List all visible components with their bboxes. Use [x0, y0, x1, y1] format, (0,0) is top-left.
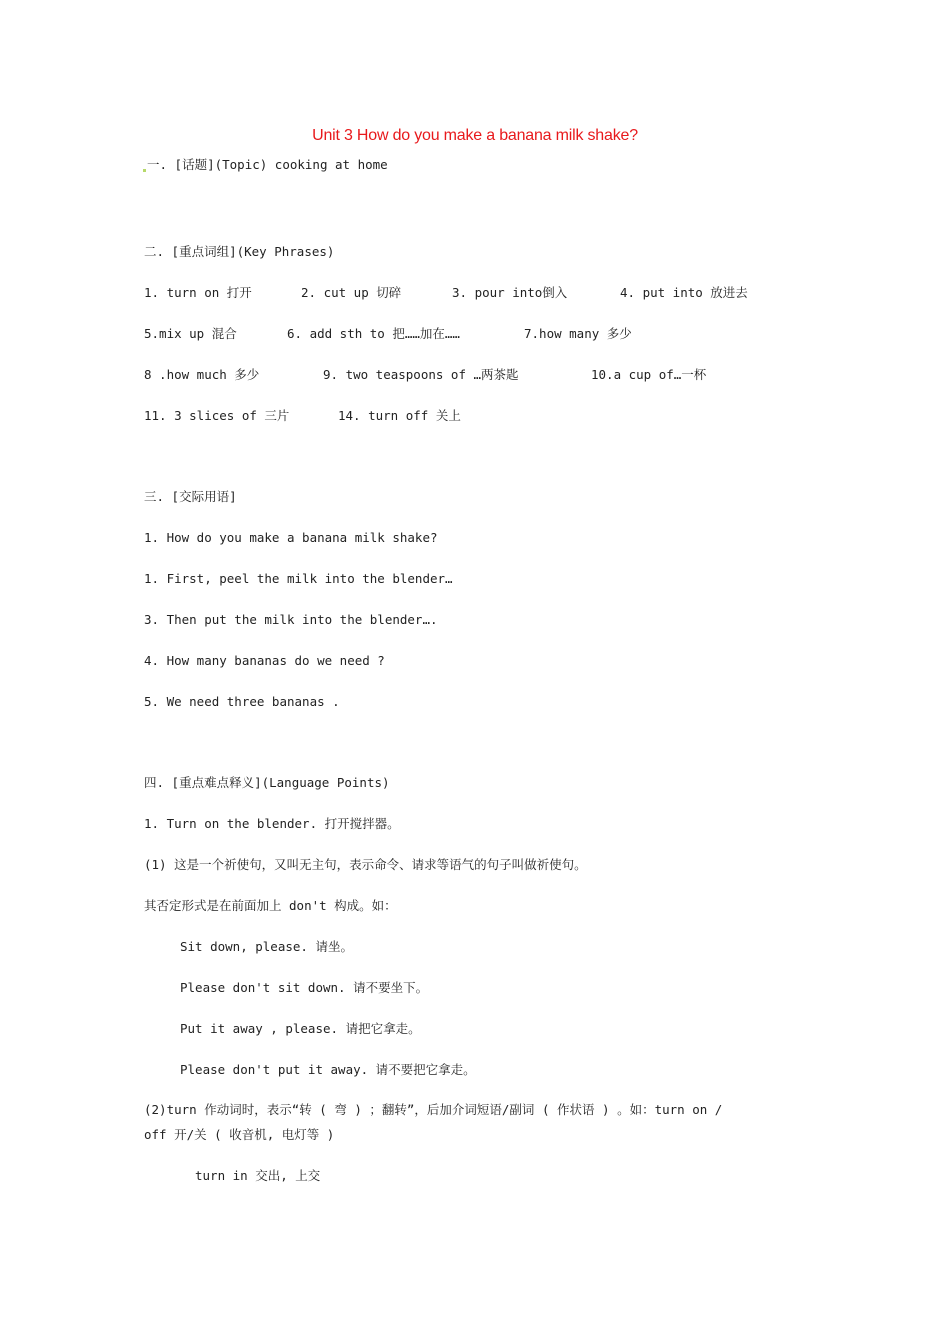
point-line-turn: (2)turn 作动词时，表示“转 ( 弯 ) ；翻转”，后加介词短语/副词 ( 作状语 ) 。如：turn on /	[144, 1102, 723, 1117]
phrase-3: 3. pour into倒入	[452, 285, 568, 300]
section-1-heading-text: 一. [话题](Topic) cooking at home	[147, 157, 388, 172]
point-line-2: (1) 这是一个祈使句，又叫无主句，表示命令、请求等语气的句子叫做祈使句。	[144, 857, 587, 872]
dialogue-line-2: 1. First, peel the milk into the blender…	[144, 571, 453, 586]
point-line-turn-cont: off 开/关 ( 收音机, 电灯等 )	[144, 1127, 335, 1142]
phrase-6: 6. add sth to 把……加在……	[287, 326, 460, 341]
page-title: Unit 3 How do you make a banana milk shake?	[312, 127, 638, 144]
phrase-7: 7.how many 多少	[524, 326, 632, 341]
dialogue-line-1: 1. How do you make a banana milk shake?	[144, 530, 438, 545]
phrase-2: 2. cut up 切碎	[301, 285, 402, 300]
point-line-1: 1. Turn on the blender. 打开搅拌器。	[144, 816, 400, 831]
phrase-8: 8 .how much 多少	[144, 367, 260, 382]
example-1: Sit down, please. 请坐。	[180, 939, 353, 954]
section-2-heading: 二. [重点词组](Key Phrases)	[144, 244, 335, 259]
phrase-1: 1. turn on 打开	[144, 285, 252, 300]
dialogue-line-4: 4. How many bananas do we need ?	[144, 653, 385, 668]
example-turn-in: turn in 交出, 上交	[195, 1168, 321, 1183]
phrase-10: 10.a cup of…一杯	[591, 367, 707, 382]
phrase-11: 11. 3 slices of 三片	[144, 408, 290, 423]
phrase-5: 5.mix up 混合	[144, 326, 237, 341]
section-3-heading: 三. [交际用语]	[144, 489, 237, 504]
section-1-heading	[143, 157, 388, 173]
example-3: Put it away , please. 请把它拿走。	[180, 1021, 421, 1036]
phrase-4: 4. put into 放进去	[620, 285, 748, 300]
marker-dot	[143, 169, 146, 172]
example-4: Please don't put it away. 请不要把它拿走。	[180, 1062, 476, 1077]
phrase-9: 9. two teaspoons of …两茶匙	[323, 367, 519, 382]
phrase-14: 14. turn off 关上	[338, 408, 461, 423]
dialogue-line-5: 5. We need three bananas .	[144, 694, 340, 709]
point-line-3: 其否定形式是在前面加上 don't 构成。如：	[144, 898, 397, 913]
dialogue-line-3: 3. Then put the milk into the blender….	[144, 612, 438, 627]
section-4-heading: 四. [重点难点释义](Language Points)	[144, 775, 390, 790]
example-2: Please don't sit down. 请不要坐下。	[180, 980, 429, 995]
